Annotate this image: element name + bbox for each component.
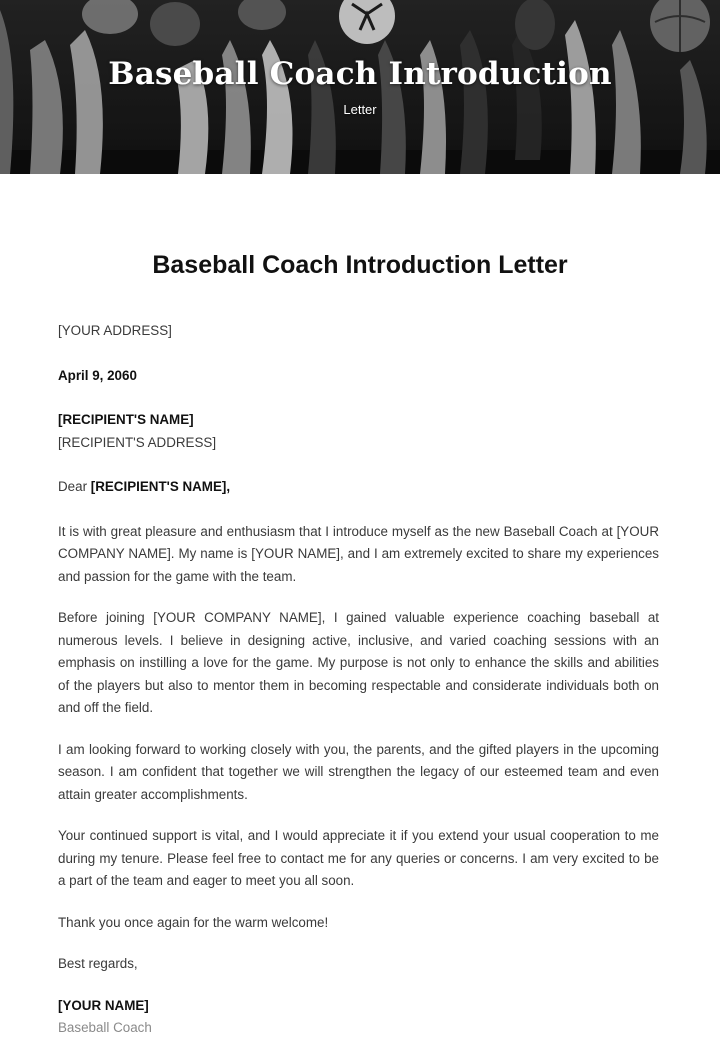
signature-name: [YOUR NAME] (58, 997, 149, 1013)
paragraph-5: Thank you once again for the warm welcome! (58, 914, 329, 930)
closing: Best regards, (58, 956, 138, 971)
signature-title: Baseball Coach (58, 1020, 152, 1035)
salutation-prefix: Dear (58, 479, 91, 494)
banner-subtitle: Letter (343, 102, 377, 117)
sender-address: [YOUR ADDRESS] (58, 323, 172, 338)
recipient-name: [RECIPIENT'S NAME] (58, 412, 194, 427)
banner-title: Baseball Coach Introduction (108, 56, 612, 92)
recipient-address: [RECIPIENT'S ADDRESS] (58, 434, 217, 450)
document-title: Baseball Coach Introduction Letter (152, 251, 568, 279)
paragraph-3: I am looking forward to working closely with you, the parents, and the gifted players in the upcoming season. I am confident that together we will strengthen the legacy of our esteemed team and even attain greater accomplishments. (58, 741, 659, 802)
paragraph-4: Your continued support is vital, and I would appreciate it if you extend your usual cooperation to me during my tenure. Please feel free to contact me for any queries or concerns. I am very excited to be a part of the team and eager to meet you all soon. (58, 828, 659, 888)
letter-date: April 9, 2060 (58, 367, 137, 383)
letter-body (58, 320, 659, 1040)
header-banner (0, 0, 720, 174)
paragraph-2: Before joining [YOUR COMPANY NAME], I gained valuable experience coaching baseball at numerous levels. I believe in designing active, inclusive, and varied coaching sessions with an emphasis on instilling a love for the game. My purpose is not only to enhance the skills and abilities of the players but also to mentor them in becoming respectable and considerate individuals both on and off the field. (58, 610, 659, 715)
paragraph-1: It is with great pleasure and enthusiasm that I introduce myself as the new Baseball Coach at [YOUR COMPANY NAME]. My name is [YOUR NAME], and I am extremely excited to share my experiences and passion for the game with the team. (58, 523, 659, 584)
salutation (58, 476, 659, 499)
salutation-name: [RECIPIENT'S NAME], (90, 479, 231, 494)
